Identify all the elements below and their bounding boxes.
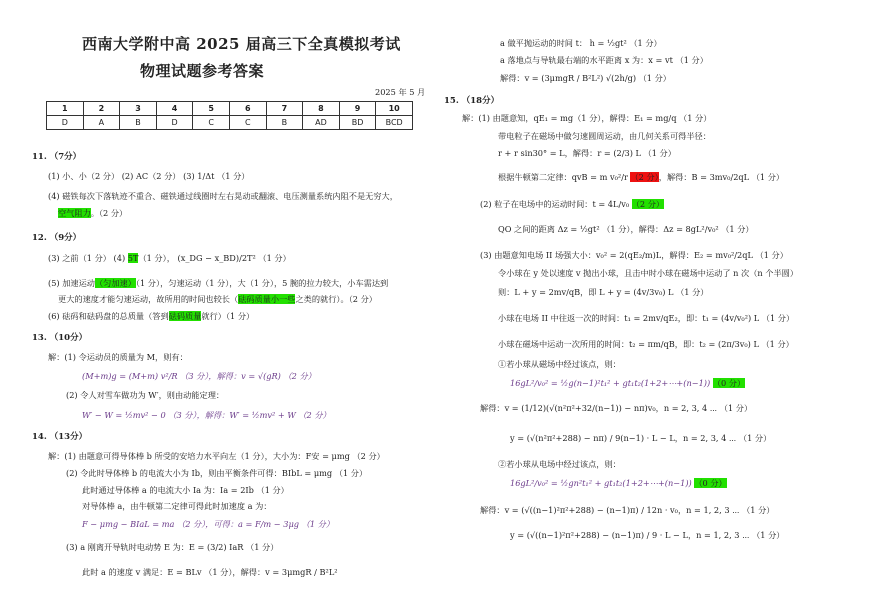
q15-line: 则：L + y = 2mv/qB，即 L + y = (4v/3v₀) L （1 分）: [498, 287, 709, 297]
q15-line: QO 之间的距离 Δz = ½gt² （1 分），解得：Δz = 8gL²/v₀² （1 分）: [498, 224, 754, 234]
text: 。（2 分）: [90, 208, 128, 218]
highlight: （2 分）: [631, 199, 665, 209]
text: 就行）（1 分）: [201, 311, 255, 321]
q12-line: [48, 253, 291, 264]
q15-line: ②若小球从电场中经过该点，则：: [498, 459, 621, 469]
table-cell: 4: [156, 102, 193, 116]
q15-line: 带电粒子在磁场中做匀速圆周运动，由几何关系可得半径：: [498, 131, 711, 141]
q13-equation: (M+m)g = (M+m) v²/R （3 分），解得：v = √(gR) （2 分）: [82, 371, 316, 381]
table-cell: 7: [266, 102, 303, 116]
q14-line: 此时 a 的速度 v 满足：E = BLv （1 分），解得：v = 3μmgR / B²L²: [82, 567, 338, 577]
q12-heading: 12. （9分）: [32, 233, 82, 243]
text: 16gL²/v₀² = ½gn²t₁² + gt₁t₂(1+2+⋯+(n−1)): [510, 478, 692, 488]
text: (3) 之前（1 分） (4): [48, 253, 128, 263]
text: （1 分），匀速运动（1 分），大（1 分），5 腕的拉力较大，小车需达到: [135, 278, 389, 288]
table-cell: 2: [83, 102, 120, 116]
table-cell: 1: [47, 102, 84, 116]
date: 2025 年 5 月: [375, 87, 426, 97]
text: (6) 砝码和砝码盘的总质量（答到: [48, 311, 169, 321]
q15-equation: [510, 478, 727, 489]
highlight: 空气阻力: [58, 208, 91, 218]
q15-heading: 15. （18分）: [444, 96, 500, 106]
q15-line: 小球在磁场中运动一次所用的时间：t₂ = πm/qB，即：t₂ = (2π/3v₀) L （1 分）: [498, 339, 794, 349]
table-cell: D: [156, 116, 193, 130]
q15-line: 令小球在 y 处以速度 v 抛出小球，且击中时小球在磁场中运动了 n 次（n 个半圆）: [498, 268, 799, 278]
q14-line: 此时通过导体棒 a 的电流大小 Ia 为：Ia = 2Ib （1 分）: [82, 485, 289, 495]
q11-line: (1) 小、小（2 分） (2) AC（2 分） (3) 1/Δt （1 分）: [48, 171, 250, 181]
highlight-red: （2 分）: [630, 172, 659, 182]
answer-table-answer-row: [47, 116, 413, 130]
q14-line: (2) 令此时导体棒 b 的电流大小为 Ib，则由平衡条件可得：BIbL = μmg （1 分）: [66, 468, 368, 478]
highlight: 5T: [127, 253, 139, 263]
q11-heading: 11. （7分）: [32, 152, 82, 162]
q11-line: [58, 208, 127, 219]
q14-line: (3) a 刚离开导轨时电动势 E 为：E = (3/2) IaR （1 分）: [66, 542, 279, 552]
r-line: a 做平抛运动的时间 t： h = ½gt² （1 分）: [500, 38, 662, 48]
text: 之类的就行）。（2 分）: [295, 294, 377, 304]
table-cell: AD: [303, 116, 340, 130]
highlight: （0 分）: [694, 478, 727, 488]
answer-table-header-row: [47, 102, 413, 116]
q12-line: [58, 294, 377, 305]
table-cell: A: [83, 116, 120, 130]
r-line: 解得：v = (3μmgR / B²L²) √(2h/g) （1 分）: [500, 73, 671, 83]
q14-line: 解：(1) 由题意可得导体棒 b 所受的安培力水平向左（1 分），大小为：F安 = μmg （2 分）: [48, 451, 385, 461]
highlight: 砝码质量小一些: [238, 294, 296, 304]
table-cell: B: [120, 116, 157, 130]
q15-line: [498, 172, 784, 183]
q13-line: 解：(1) 令运动员的质量为 M，则有：: [48, 352, 188, 362]
text: 16gL²/v₀² = ½g(n−1)²t₁² + gt₁t₂(1+2+⋯+(n−1)): [510, 378, 711, 388]
r-line: a 落地点与导轨最右端的水平距离 x 为：x = vt （1 分）: [500, 55, 708, 65]
q15-line: (3) 由题意知电场 II 场强大小：v₀² = 2(qE₂/m)L，解得：E₂ = mv₀²/2qL （1 分）: [480, 250, 788, 260]
highlight: 砝码质量: [168, 311, 202, 321]
table-cell: 5: [193, 102, 230, 116]
q15-line: 解得：v = (1/12)(√(n²π²+32/(n−1)) − nπ)v₀，n = 2, 3, 4 ⋯ （1 分）: [480, 403, 753, 413]
q15-line: 解：(1) 由题意知，qE₁ = mg（1 分），解得：E₁ = mg/q （1 分）: [462, 113, 712, 123]
q13-heading: 13. （10分）: [32, 333, 88, 343]
answer-table: [46, 101, 413, 130]
table-cell: 9: [339, 102, 376, 116]
table-cell: 8: [303, 102, 340, 116]
q15-line: r + r sin30° = L，解得：r = (2/3) L （1 分）: [498, 148, 676, 158]
q15-line: y = (√(n²π²+288) − nπ) / 9(n−1) · L − L，n = 2, 3, 4 ⋯ （1 分）: [510, 433, 772, 443]
q15-line: ①若小球从磁场中经过该点，则：: [498, 359, 621, 369]
q14-equation: F − μmg − BIaL = ma （2 分），可得：a = F/m − 3μg （1 分）: [82, 519, 335, 529]
text: 根据牛顿第二定律：qvB = m v₀²/r: [498, 172, 631, 182]
q15-line: 解得：v = (√((n−1)²π²+288) − (n−1)π) / 12n · v₀，n = 1, 2, 3 ⋯ （1 分）: [480, 505, 775, 515]
text: （1 分）， (x_DG − x_BD)/2T² （1 分）: [138, 253, 291, 263]
q15-equation: [510, 378, 745, 389]
page-title: 西南大学附中高 2025 届高三下全真模拟考试: [82, 35, 401, 53]
text: (2) 粒子在电场中的运动时间：t = 4L/v₀: [480, 199, 632, 209]
table-cell: 10: [376, 102, 413, 116]
text: 更大的速度才能匀速运动，故所用的时间也较长（: [58, 294, 239, 304]
q12-line: [48, 278, 388, 289]
q13-equation: W′ − W = ½mv² − 0 （3 分），解得：W′ = ½mv² + W （2 分）: [82, 410, 331, 420]
text: (5) 加速运动: [48, 278, 95, 288]
q14-line: 对导体棒 a，由牛顿第二定律可得此时加速度 a 为：: [82, 501, 272, 511]
q15-line: 小球在电场 II 中往返一次的时间：t₁ = 2mv/qE₂，即：t₁ = (4v/v₀²) L （1 分）: [498, 313, 795, 323]
q11-line: (4) 磁铁每次下落轨迹不重合、磁铁通过线圈时左右晃动或翻滚、电压测量系统内阻不是无穷大，: [48, 191, 398, 201]
q14-heading: 14. （13分）: [32, 432, 88, 442]
q15-line: y = (√((n−1)²π²+288) − (n−1)π) / 9 · L − L，n = 1, 2, 3 ⋯ （1 分）: [510, 530, 785, 540]
highlight: （0 分）: [712, 378, 746, 388]
table-cell: B: [266, 116, 303, 130]
table-cell: C: [229, 116, 266, 130]
table-cell: C: [193, 116, 230, 130]
q12-line: [48, 311, 254, 322]
table-cell: BCD: [376, 116, 413, 130]
table-cell: 3: [120, 102, 157, 116]
table-cell: 6: [229, 102, 266, 116]
q13-line: (2) 令人对雪车做功为 W′，则由动能定理：: [66, 390, 225, 400]
text: ，解得：B = 3mv₀/2qL （1 分）: [658, 172, 785, 182]
q15-line: [480, 199, 664, 210]
table-cell: D: [47, 116, 84, 130]
table-cell: BD: [339, 116, 376, 130]
page-subtitle: 物理试题参考答案: [140, 62, 265, 80]
highlight: （匀加速）: [94, 278, 136, 288]
